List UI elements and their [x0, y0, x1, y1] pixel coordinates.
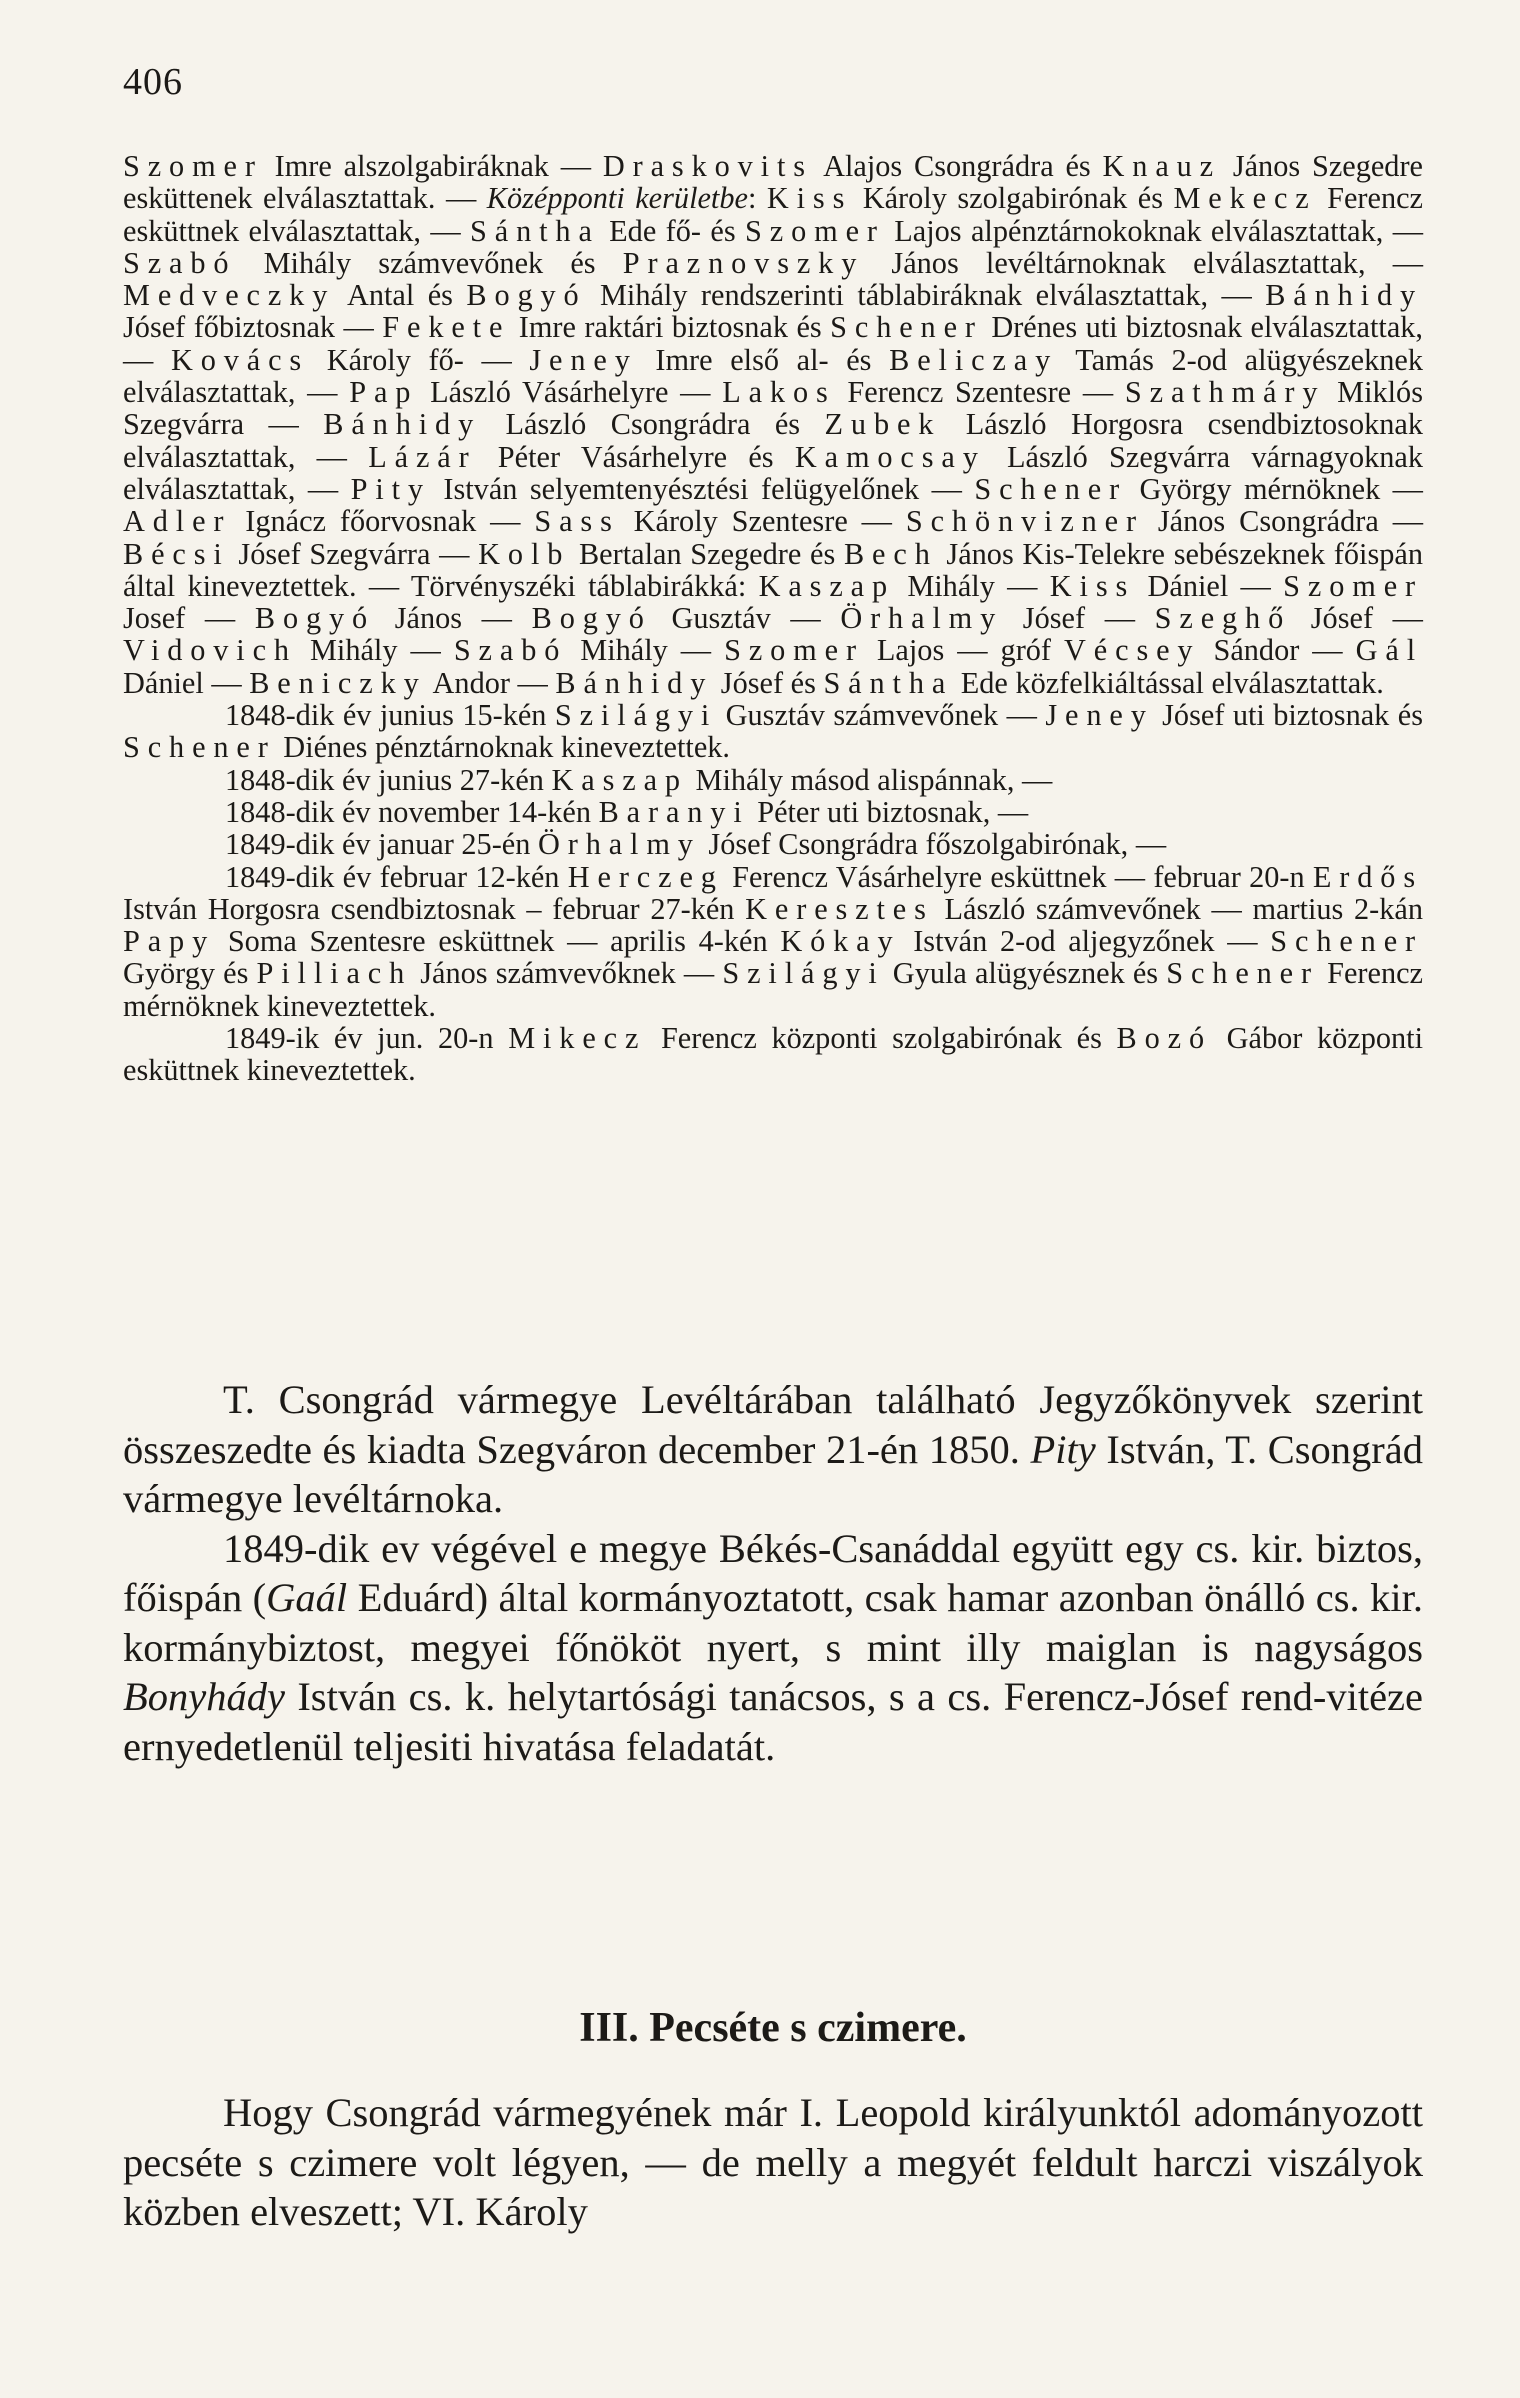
text-run: Jósef és [713, 665, 824, 700]
text-run: László Horgosra csendbiztosoknak elválasztattak, — [123, 407, 1423, 474]
text-run: Lajos alpénztárnokoknak elválasztattak, — [884, 213, 1423, 248]
spaced-name: Kamocsay [794, 439, 986, 474]
spaced-name: Knauz [1102, 149, 1221, 183]
spaced-name: Szabó [123, 245, 237, 280]
text-run: Jósef Csongrádra főszolgabirónak, — [700, 827, 1167, 862]
spaced-name: Bogyó [466, 278, 587, 313]
spaced-name: Schener [974, 471, 1128, 506]
spaced-name: Szomer [1283, 568, 1423, 603]
spaced-name: Keresztes [745, 891, 934, 926]
text-run: Jósef Szegvárra — [229, 536, 479, 571]
text-run: Jósef főbiztosnak — [123, 310, 383, 345]
spaced-name: Bánhidy [1265, 278, 1423, 313]
text-run: 1849-dik év februar 12-kén [225, 859, 568, 894]
spaced-name: Mekecz [1173, 181, 1317, 216]
spaced-name: Pilliach [256, 956, 413, 991]
text-run: Diénes pénztárnoknak kineveztettek. [275, 730, 730, 765]
text-run: Gyula alügyésznek és [884, 956, 1167, 991]
large-paragraph [123, 1524, 1423, 1772]
text-run: Lajos — gróf [863, 633, 1065, 668]
text-run: Imre raktári biztosnak és [510, 310, 831, 345]
text-run: Andor — [426, 665, 556, 700]
text-run: Jósef — [1291, 601, 1423, 636]
spaced-name: Schener [830, 310, 983, 345]
spaced-name: Sántha [823, 665, 954, 700]
text-run: 1849-dik ev végével e megye Békés-Csanáddal együtt egy cs. kir. biztos, főispán ( [123, 1525, 1423, 1620]
italic-text: Pity [1030, 1426, 1096, 1472]
spaced-name: Szabó [453, 633, 568, 668]
text-run: Ede fő- és [599, 213, 746, 248]
text-run: János Kis-Telekre sebészeknek főispán által kineveztettek. — Törvényszéki táblabirákká: [123, 536, 1423, 603]
spaced-name: Kiss [1049, 568, 1136, 603]
spaced-name: Bánhidy [555, 665, 714, 700]
dated-entry [123, 764, 1423, 796]
text-run: Antal és [335, 278, 467, 313]
spaced-name: Kovács [170, 342, 310, 377]
text-run: János — [375, 601, 532, 636]
spaced-name: Zubek [824, 407, 942, 442]
intro-paragraph [123, 150, 1423, 699]
seal-section-text [123, 2088, 1423, 2237]
text-run: Bertalan Szegedre és [570, 536, 844, 571]
spaced-name: Bozó [1116, 1021, 1212, 1056]
text-run: Drénes uti biztosnak elválasztattak, — [123, 310, 1423, 377]
text-run: 1848-dik év november 14-kén [225, 794, 599, 829]
text-run: Jósef uti biztosnak és [1153, 698, 1423, 733]
text-run: Gusztáv számvevőnek — [717, 698, 1046, 733]
spaced-name: Bech [843, 536, 938, 571]
text-run: László Vásárhelyre — [418, 375, 723, 410]
spaced-name: Kókay [780, 924, 901, 959]
italic-text: Bonyhády [123, 1674, 285, 1719]
text-run: Gusztáv — [651, 601, 841, 636]
dated-entries [123, 699, 1423, 1087]
text-run: Dániel — [1135, 568, 1284, 603]
spaced-name: Szilágyi [554, 698, 718, 733]
spaced-name: Kaszap [551, 762, 688, 797]
text-run: Jósef — [1003, 601, 1155, 636]
spaced-name: Erdős [1312, 859, 1423, 894]
text-run: 1848-dik év junius 15-kén [225, 698, 555, 733]
spaced-name: Schener [1270, 924, 1424, 959]
text-run: Eduárd) által kormányoztatott, csak hamar azonban önálló cs. kir. kormánybiztost, megyei főnököt nyert, s mint illy maiglan is nagyságos [123, 1575, 1423, 1670]
spaced-name: Kiss [766, 181, 853, 216]
spaced-name: Szathmáry [1124, 375, 1326, 410]
text-run: István Horgosra csendbiztosnak – februar 27-kén [123, 891, 746, 926]
section-heading: III. Pecséte s czimere. [579, 2005, 967, 2051]
text-run: : [747, 181, 767, 216]
text-run: Soma Szentesre esküttnek — aprilis 4-kén [215, 924, 781, 959]
text-run: István selyemtenyésztési felügyelőnek — [430, 471, 975, 506]
spaced-name: Lakos [722, 375, 836, 410]
spaced-name: Sass [534, 504, 620, 539]
text-run: Mihály rendszerinti táblabiráknak elválasztattak, — [586, 278, 1266, 313]
spaced-name: Fekete [382, 310, 511, 345]
text-run: Alajos Csongrádra és [812, 149, 1103, 183]
spaced-name: Örhalmy [537, 827, 701, 862]
spaced-name: Sántha [470, 213, 600, 248]
text-run: Mihály — [567, 633, 725, 668]
text-run: Károly szolgabirónak és [852, 181, 1174, 216]
spaced-name: Bánhidy [323, 407, 482, 442]
spaced-name: Örhalmy [840, 601, 1004, 636]
spaced-name: Baranyi [598, 794, 750, 829]
seal-paragraph: Hogy Csongrád vármegyének már I. Leopold királyunktól adományozott pecséte s czimere volt légyen, — de melly a megyét feldult harczi viszályok közben elveszett; VI. Károly [123, 2090, 1423, 2234]
text-run: Ferencz esküttnek elválasztattak, — [123, 181, 1423, 248]
spaced-name: Beliczay [889, 342, 1059, 377]
text-run: 1848-dik év junius 27-kén [225, 762, 552, 797]
text-run: Ferencz mérnöknek kineveztettek. [123, 956, 1423, 1023]
text-run: Károly Szentesre — [619, 504, 906, 539]
page-number: 406 [123, 61, 183, 103]
text-run: László Csongrádra és [481, 407, 825, 442]
text-run: István, T. Csongrád vármegye levéltárnoka. [123, 1426, 1424, 1521]
text-run: Ferencz Szentesre — [835, 375, 1125, 410]
text-run: János Szegedre esküttenek elválasztattak. — [123, 149, 1423, 216]
text-run: Péter Vásárhelyre és [476, 439, 795, 474]
text-run: Imre alszolgabiráknak — [262, 149, 603, 183]
text-run: Ede közfelkiáltással elválasztattak. [953, 665, 1384, 700]
text-run: Josef — [123, 601, 255, 636]
text-run: 1849-ik év jun. 20-n [225, 1021, 509, 1056]
text-run: 1849-dik év januar 25-én [225, 827, 538, 862]
dated-entry [123, 796, 1423, 828]
spaced-name: Bogyó [531, 601, 652, 636]
spaced-name: Szomer [745, 213, 885, 248]
dated-entry [123, 861, 1423, 1022]
spaced-name: Bogyó [254, 601, 376, 636]
italic-text: Gaál [266, 1575, 348, 1620]
appointments-text [123, 150, 1423, 1087]
spaced-name: Szeghő [1154, 601, 1292, 636]
text-run: Tamás 2-od alügyészeknek elválasztattak, — [123, 342, 1423, 410]
dated-entry [123, 1022, 1423, 1087]
text-run: Miklós Szegvárra — [123, 375, 1423, 442]
text-run: Ignácz főorvosnak — [231, 504, 535, 539]
spaced-name: Jeney [529, 342, 638, 377]
spaced-name: Lázár [368, 439, 477, 474]
dated-entry [123, 699, 1423, 764]
text-run: István 2-od aljegyzőnek — [900, 924, 1271, 959]
text-run: Ferencz központi szolgabirónak és [646, 1021, 1117, 1056]
text-run: Mihály számvevőnek és [236, 245, 623, 280]
spaced-name: Mikecz [508, 1021, 647, 1056]
text-run: Gábor központi esküttnek kineveztettek. [123, 1021, 1423, 1088]
spaced-name: Herczeg [567, 859, 724, 894]
spaced-name: Praznovszky [622, 245, 865, 280]
text-run: Ferencz Vásárhelyre esküttnek — februar 20-n [723, 859, 1313, 894]
compiler-notes [123, 1375, 1423, 1771]
spaced-name: Medveczky [123, 278, 336, 313]
text-run: Károly fő- — [309, 342, 530, 377]
spaced-name: Pity [350, 471, 431, 506]
spaced-name: Jeney [1045, 698, 1154, 733]
text-run: János számvevőknek — [412, 956, 723, 991]
italic-text: Középponti kerületbe [486, 181, 748, 216]
text-run: Péter uti biztosnak, — [749, 794, 1029, 829]
spaced-name: Adler [123, 504, 232, 539]
spaced-name: Szomer [724, 633, 864, 668]
text-run: Mihály — [895, 568, 1050, 603]
spaced-name: Kolb [478, 536, 571, 571]
spaced-name: Szomer [123, 149, 263, 183]
spaced-name: Gál [1355, 633, 1424, 668]
spaced-name: Schener [123, 730, 276, 765]
spaced-name: Bécsi [123, 536, 230, 571]
dated-entry [123, 828, 1423, 860]
spaced-name: Schönvizner [905, 504, 1144, 539]
text-run: László számvevőnek — martius 2-kán [933, 891, 1424, 926]
spaced-name: Beniczky [249, 665, 427, 700]
spaced-name: Szilágyi [722, 956, 885, 991]
text-run: György mérnöknek — [1127, 471, 1423, 506]
text-run: János Csongrádra — [1143, 504, 1423, 539]
spaced-name: Draskovits [602, 149, 813, 183]
text-run: István cs. k. helytartósági tanácsos, s a cs. Ferencz-Jósef rend-vitéze ernyedetlenül teljesiti hivatása feladatát. [123, 1674, 1423, 1769]
spaced-name: Schener [1166, 956, 1319, 991]
text-run: Dániel — [123, 665, 250, 700]
text-run: Imre első al- és [637, 342, 890, 377]
text-run: László Szegvárra várnagyoknak elválasztattak, — [123, 439, 1423, 506]
spaced-name: Vécsey [1064, 633, 1201, 668]
large-paragraph [123, 1375, 1423, 1524]
spaced-name: Pap [349, 375, 419, 410]
text-run: Sándor — [1200, 633, 1356, 668]
spaced-name: Papy [123, 924, 216, 959]
text-run: János levéltárnoknak elválasztattak, — [864, 245, 1423, 280]
text-run: T. Csongrád vármegye Levéltárában található Jegyzőkönyvek szerint összeszedte és kiadta Szegváron december 21-én 1850. [123, 1377, 1423, 1472]
text-run: Mihály másod alispánnak, — [687, 762, 1053, 797]
text-run: Mihály — [296, 633, 454, 668]
spaced-name: Kaszap [758, 568, 896, 603]
text-run: György és [123, 956, 257, 991]
spaced-name: Vidovich [123, 633, 297, 668]
